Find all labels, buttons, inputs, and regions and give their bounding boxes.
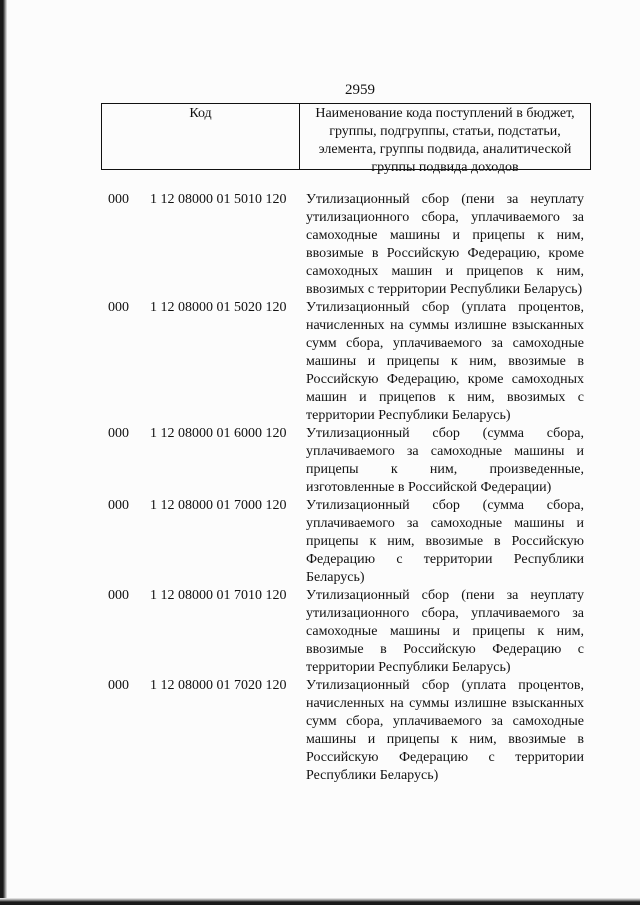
table-row	[0, 425, 640, 497]
row-description: Утилизационный сбор (сумма сбора, уплачиваемого за самоходные машины и прицепы к ним, произведенные, изготовленные в Российской Федерации)	[306, 426, 584, 495]
table-row	[0, 497, 640, 587]
row-description: Утилизационный сбор (уплата процентов, начисленных на суммы излишне взысканных сумм сбора, уплачиваемого за самоходные машины и прицепы к ним, ввозимые в Российскую Федерацию с территории Республики Беларусь)	[306, 678, 584, 783]
scan-bottom-edge	[0, 898, 640, 905]
row-revenue-code: 1 12 08000 01 7020 120	[150, 678, 287, 693]
row-description: Утилизационный сбор (пени за неуплату утилизационного сбора, уплачиваемого за самоходные машины и прицепы к ним, ввозимые в Российскую Федерацию, кроме самоходных машин и прицепов к ним, ввозимых с территории Республики Беларусь)	[306, 192, 584, 297]
row-revenue-code: 1 12 08000 01 7010 120	[150, 588, 287, 603]
row-admin-code: 000	[108, 300, 129, 315]
row-description: Утилизационный сбор (пени за неуплату утилизационного сбора, уплачиваемого за самоходные машины и прицепы к ним, ввозимые в Российскую Федерацию с территории Республики Беларусь)	[306, 588, 584, 675]
row-admin-code: 000	[108, 588, 129, 603]
header-code-column: Код	[102, 104, 300, 169]
table-header	[101, 103, 591, 175]
header-name-column: Наименование кода поступлений в бюджет, группы, подгруппы, статьи, подстатьи, элемента, группы подвида, аналитической группы подвида доходов	[315, 106, 575, 175]
table-row	[0, 587, 640, 677]
row-revenue-code: 1 12 08000 01 5010 120	[150, 192, 287, 207]
row-revenue-code: 1 12 08000 01 6000 120	[150, 426, 287, 441]
table-row	[0, 191, 640, 299]
row-admin-code: 000	[108, 498, 129, 513]
row-admin-code: 000	[108, 192, 129, 207]
table-body	[0, 191, 640, 785]
table-row	[0, 677, 640, 785]
row-admin-code: 000	[108, 426, 129, 441]
page-number: 2959	[345, 82, 375, 98]
row-revenue-code: 1 12 08000 01 7000 120	[150, 498, 287, 513]
row-revenue-code: 1 12 08000 01 5020 120	[150, 300, 287, 315]
row-description: Утилизационный сбор (сумма сбора, уплачиваемого за самоходные машины и прицепы к ним, ввозимые в Российскую Федерацию с территории Республики Беларусь)	[306, 498, 584, 585]
table-row	[0, 299, 640, 425]
row-admin-code: 000	[108, 678, 129, 693]
row-description: Утилизационный сбор (уплата процентов, начисленных на суммы излишне взысканных сумм сбора, уплачиваемого за самоходные машины и прицепы к ним, ввозимые в Российскую Федерацию, кроме самоходных машин и прицепов к ним, ввозимых с территории Республики Беларусь)	[306, 300, 584, 423]
